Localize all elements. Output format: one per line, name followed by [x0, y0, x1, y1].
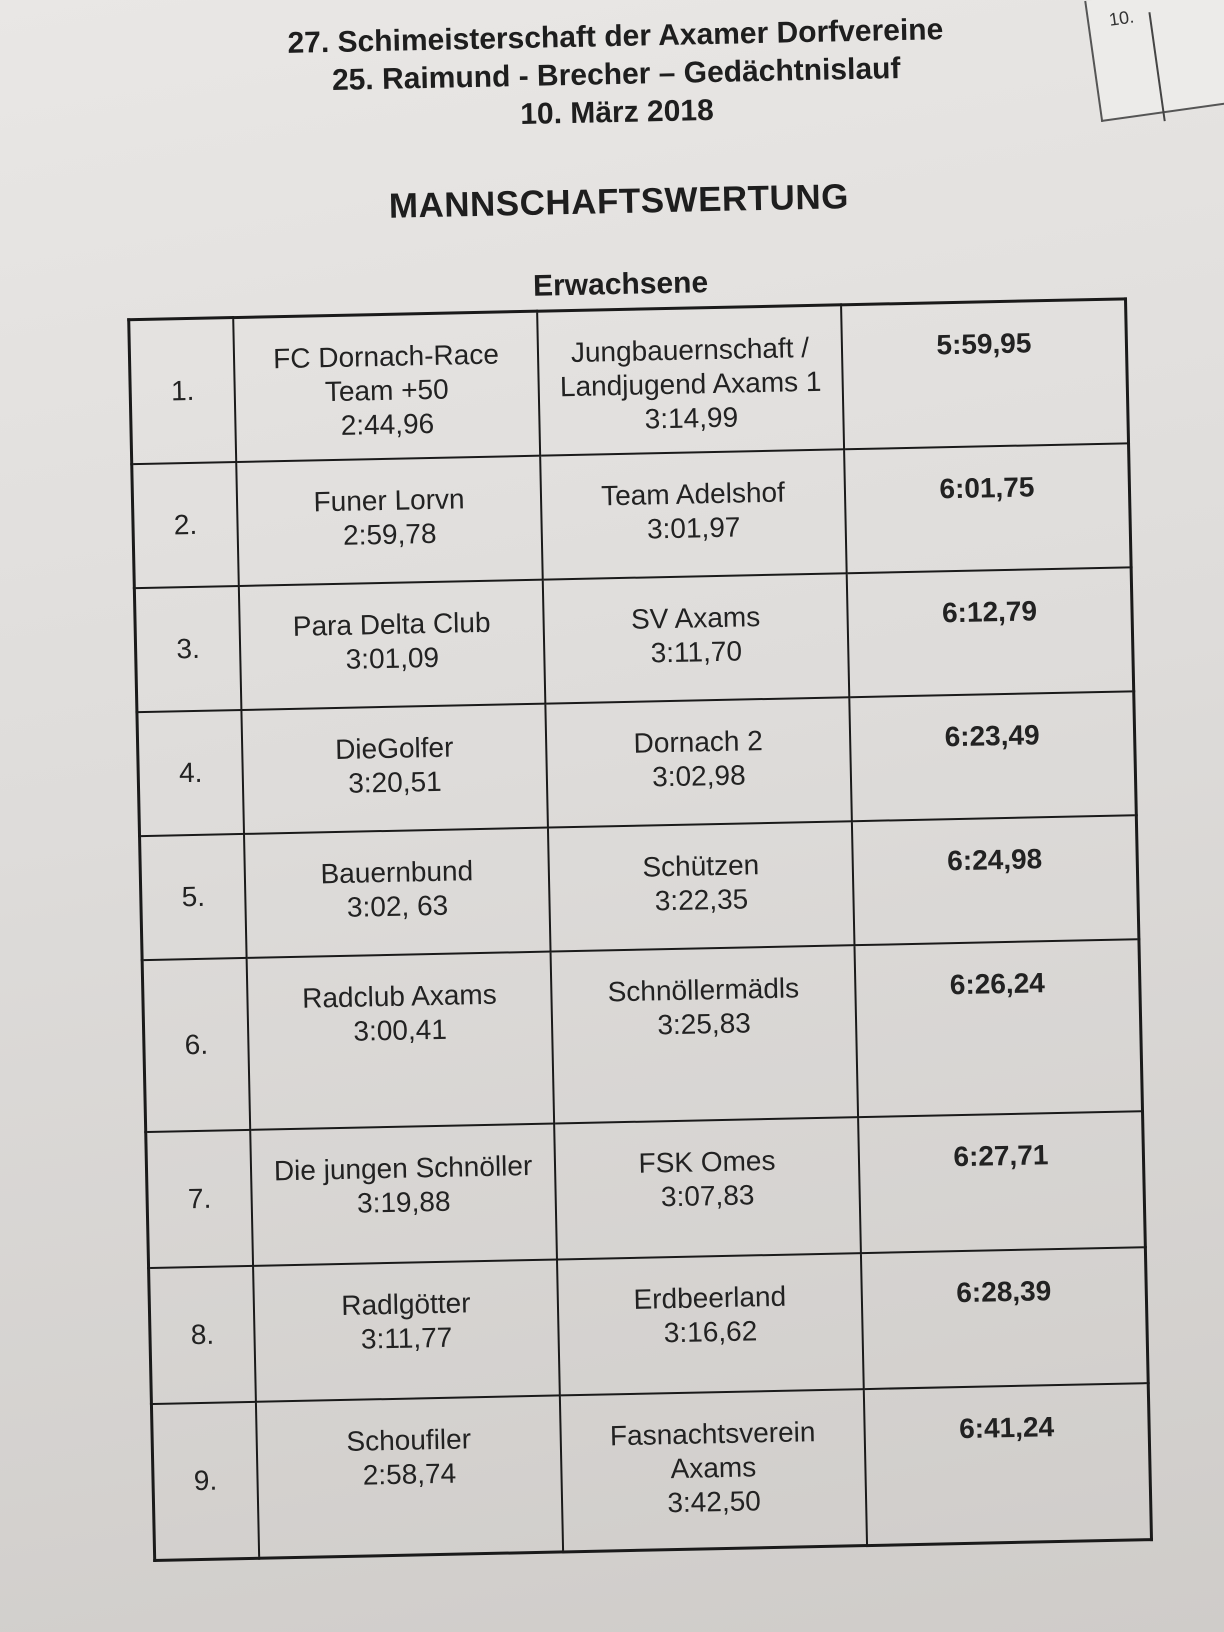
rank-cell: 8.: [149, 1266, 256, 1404]
rank-cell: 2.: [132, 462, 239, 588]
team-time: 3:25,83: [657, 1007, 752, 1041]
team1-cell: [239, 580, 546, 710]
team1-cell: [241, 704, 548, 834]
rank-cell: 4.: [137, 710, 244, 836]
section-title: MANNSCHAFTSWERTUNG: [388, 177, 850, 226]
team1-cell: [233, 311, 540, 462]
team1-cell: [256, 1395, 563, 1558]
team-time: 3:20,51: [347, 765, 442, 799]
total-time-cell: 6:23,49: [849, 691, 1136, 821]
team1-cell: [253, 1259, 560, 1401]
memorial-race-title: 25. Raimund - Brecher – Gedächtnislauf: [331, 52, 901, 97]
table-row: [137, 691, 1136, 836]
table-row: [132, 443, 1131, 588]
team-results-table: [127, 297, 1153, 1562]
table-row: [142, 939, 1142, 1132]
team-name-line: Team Adelshof: [600, 476, 786, 512]
rank-cell: 6.: [142, 958, 250, 1132]
rank-cell: 9.: [151, 1402, 259, 1561]
team-time: 3:07,83: [660, 1179, 755, 1213]
team1-cell: [236, 456, 543, 586]
team2-cell: [557, 1253, 864, 1395]
team-name-line: SV Axams: [630, 601, 761, 635]
team-name-line: Funer Lorvn: [313, 483, 465, 518]
corner-fragment-text: 10.: [1107, 6, 1136, 30]
event-date: 10. März 2018: [519, 93, 715, 132]
team-time: 3:42,50: [667, 1485, 762, 1519]
team-name-line: Para Delta Club: [292, 606, 491, 642]
team-time: 3:19,88: [356, 1185, 451, 1219]
team-name-line: Schoufiler: [346, 1423, 472, 1457]
team-name-line: Team +50: [324, 373, 449, 408]
table-row: [134, 567, 1133, 712]
total-time-cell: 6:12,79: [847, 567, 1134, 697]
team2-cell: [548, 821, 855, 951]
event-title: 27. Schimeisterschaft der Axamer Dorfvereine: [287, 13, 944, 60]
team-time: 2:58,74: [362, 1457, 457, 1491]
table-row: [140, 815, 1139, 960]
team-name-line: Dornach 2: [633, 725, 764, 759]
table-row: [129, 299, 1129, 464]
team-name-line: Schützen: [642, 849, 760, 883]
team2-cell: [551, 945, 859, 1123]
total-time-cell: 6:41,24: [864, 1383, 1152, 1545]
team-name-line: Axams: [670, 1451, 757, 1485]
team-time: 3:22,35: [654, 883, 749, 917]
team-time: 2:44,96: [340, 407, 435, 441]
team-name-line: Bauernbund: [320, 855, 474, 890]
team-name-line: FC Dornach-Race: [272, 338, 500, 375]
team-name-line: Erdbeerland: [633, 1280, 787, 1315]
total-time-cell: 6:27,71: [858, 1111, 1145, 1253]
team2-cell: [537, 305, 844, 456]
document-header: [105, 7, 1131, 312]
team-time: 2:59,78: [342, 517, 437, 551]
team2-cell: [560, 1389, 867, 1552]
table-row: [146, 1111, 1146, 1268]
team-time: 3:02, 63: [346, 889, 449, 923]
rank-cell: 3.: [134, 586, 241, 712]
corner-divider: [1148, 12, 1165, 121]
team-name-line: DieGolfer: [334, 731, 454, 766]
team1-cell: [244, 828, 551, 958]
results-table-body: [129, 299, 1152, 1561]
team2-cell: [543, 573, 850, 703]
team-name-line: Fasnachtsverein: [609, 1416, 816, 1452]
subsection-title: Erwachsene: [532, 266, 709, 303]
rank-cell: 1.: [129, 318, 237, 465]
results-sheet: [105, 7, 1157, 1562]
team-name-line: Radlgötter: [340, 1287, 471, 1322]
team2-cell: [540, 449, 847, 579]
total-time-cell: 6:28,39: [861, 1247, 1148, 1389]
team-time: 3:14,99: [644, 401, 739, 435]
team2-cell: [545, 697, 852, 827]
table-row: [151, 1383, 1151, 1560]
team-name-line: Radclub Axams: [301, 978, 498, 1014]
total-time-cell: 6:01,75: [844, 443, 1131, 573]
team1-cell: [250, 1124, 557, 1266]
total-time-cell: 5:59,95: [841, 299, 1128, 449]
team-name-line: Schnöllermädls: [607, 972, 800, 1008]
team2-cell: [554, 1117, 861, 1259]
team1-cell: [247, 952, 555, 1130]
rank-cell: 5.: [140, 834, 247, 960]
team-name-line: Landjugend Axams 1: [559, 365, 822, 403]
team-time: 3:11,70: [650, 635, 743, 669]
team-time: 3:16,62: [663, 1315, 758, 1349]
team-name-line: Jungbauernschaft /: [570, 332, 810, 368]
table-row: [149, 1247, 1149, 1404]
team-time: 3:01,09: [345, 641, 440, 675]
team-time: 3:00,41: [353, 1013, 448, 1047]
team-name-line: FSK Omes: [638, 1144, 776, 1179]
rank-cell: 7.: [146, 1130, 253, 1268]
team-time: 3:11,77: [360, 1321, 453, 1355]
total-time-cell: 6:26,24: [854, 939, 1142, 1117]
total-time-cell: 6:24,98: [852, 815, 1139, 945]
team-time: 3:02,98: [651, 759, 746, 793]
team-name-line: Die jungen Schnöller: [273, 1149, 533, 1187]
team-time: 3:01,97: [646, 511, 741, 545]
